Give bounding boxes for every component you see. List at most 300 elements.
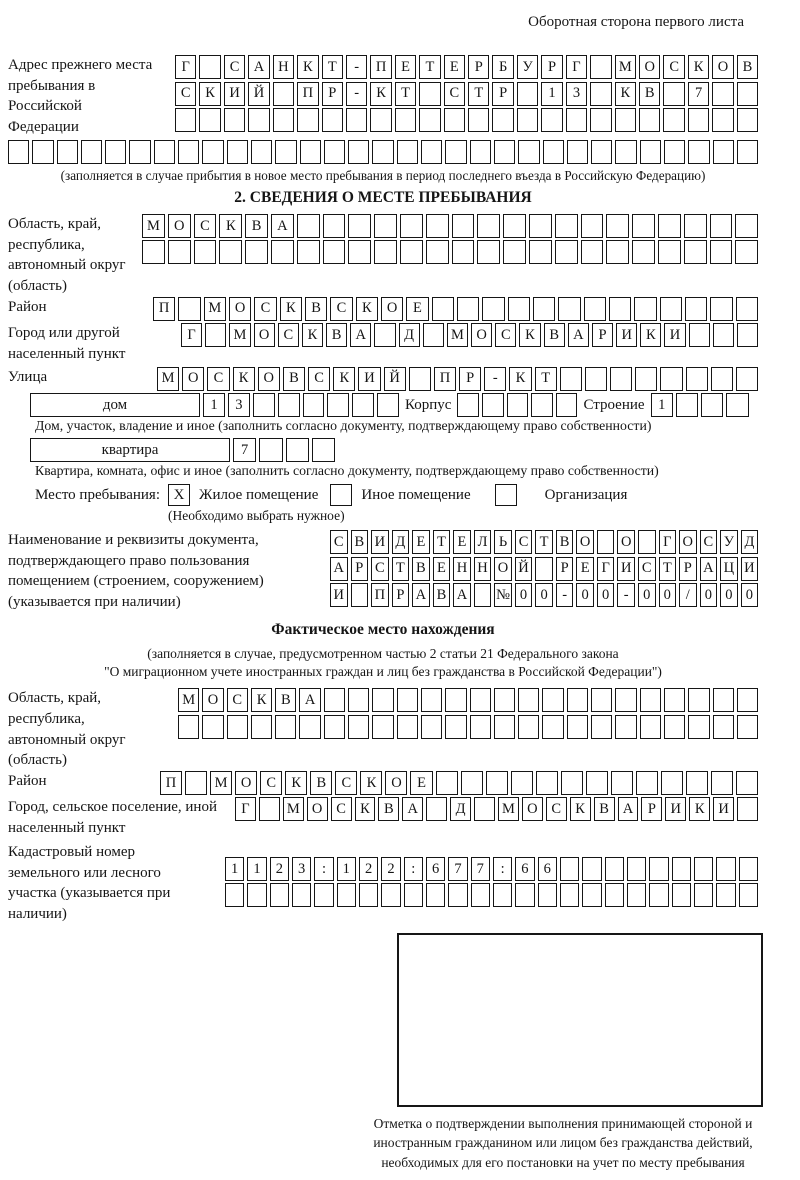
char-box[interactable]: А [618,797,639,821]
char-box[interactable] [423,323,444,347]
char-box[interactable]: О [202,688,223,712]
char-box[interactable]: А [402,797,423,821]
char-box[interactable] [297,240,320,264]
char-box[interactable] [105,140,126,164]
char-box[interactable]: И [664,323,685,347]
char-box[interactable] [474,797,495,821]
char-box[interactable] [202,715,223,739]
char-box[interactable] [538,883,557,907]
char-box[interactable] [370,108,391,132]
char-box[interactable] [507,393,529,417]
char-box[interactable] [432,297,454,321]
char-box[interactable] [711,771,733,795]
char-box[interactable] [404,883,423,907]
char-box[interactable] [324,140,345,164]
char-box[interactable] [426,214,449,238]
char-box[interactable] [658,240,681,264]
char-box[interactable] [606,214,629,238]
char-box[interactable]: Т [468,82,489,106]
char-box[interactable]: Т [419,55,440,79]
char-box[interactable] [494,715,515,739]
char-box[interactable]: - [346,55,367,79]
char-box[interactable]: П [297,82,318,106]
char-box[interactable] [615,140,636,164]
char-box[interactable] [582,883,601,907]
char-box[interactable] [286,438,309,462]
char-box[interactable] [737,108,758,132]
char-box[interactable] [640,688,661,712]
char-box[interactable]: - [484,367,506,391]
char-box[interactable]: Е [444,55,465,79]
char-box[interactable] [737,323,758,347]
char-box[interactable]: Е [576,557,594,581]
char-box[interactable] [445,688,466,712]
char-box[interactable]: Л [474,530,492,554]
char-box[interactable] [638,530,656,554]
char-box[interactable] [297,214,320,238]
char-box[interactable] [713,715,734,739]
char-box[interactable] [640,140,661,164]
char-box[interactable]: К [199,82,220,106]
char-box[interactable] [511,771,533,795]
char-box[interactable]: С [331,797,352,821]
char-box[interactable]: К [356,297,378,321]
char-box[interactable] [8,140,29,164]
char-box[interactable] [253,393,275,417]
char-box[interactable]: Т [392,557,410,581]
char-box[interactable]: - [617,583,635,607]
char-box[interactable]: : [314,857,333,881]
char-box[interactable]: Т [433,530,451,554]
char-box[interactable] [567,140,588,164]
char-box[interactable] [142,240,165,264]
char-box[interactable] [352,393,374,417]
char-box[interactable] [178,140,199,164]
char-box[interactable] [737,797,758,821]
char-box[interactable]: С [330,297,352,321]
char-box[interactable] [542,688,563,712]
char-box[interactable]: К [360,771,382,795]
char-box[interactable]: С [260,771,282,795]
char-box[interactable] [518,140,539,164]
char-box[interactable]: О [258,367,280,391]
char-box[interactable] [736,771,758,795]
char-box[interactable]: С [278,323,299,347]
char-box[interactable]: Е [433,557,451,581]
char-box[interactable]: С [175,82,196,106]
char-box[interactable]: Р [351,557,369,581]
char-box[interactable] [660,367,682,391]
char-box[interactable] [686,771,708,795]
char-box[interactable]: Д [450,797,471,821]
char-box[interactable] [199,108,220,132]
char-box[interactable] [688,140,709,164]
char-box[interactable] [672,883,691,907]
char-box[interactable] [292,883,311,907]
char-box[interactable]: О [168,214,191,238]
char-box[interactable]: В [326,323,347,347]
char-box[interactable]: И [616,323,637,347]
char-box[interactable] [205,323,226,347]
char-box[interactable]: О [576,530,594,554]
char-box[interactable] [154,140,175,164]
char-box[interactable] [421,715,442,739]
char-box[interactable]: Т [535,530,553,554]
char-box[interactable] [444,108,465,132]
char-box[interactable] [660,297,682,321]
char-box[interactable]: В [412,557,430,581]
char-box[interactable]: А [350,323,371,347]
char-box[interactable] [351,583,369,607]
char-box[interactable] [178,297,200,321]
char-box[interactable]: Ц [720,557,738,581]
char-box[interactable]: 1 [337,857,356,881]
char-box[interactable]: 1 [651,393,673,417]
char-box[interactable] [542,715,563,739]
char-box[interactable] [199,55,220,79]
char-box[interactable] [168,240,191,264]
char-box[interactable]: О [229,297,251,321]
char-box[interactable] [397,715,418,739]
char-box[interactable] [632,240,655,264]
char-box[interactable] [555,214,578,238]
char-box[interactable]: Б [492,55,513,79]
char-box[interactable]: А [700,557,718,581]
char-box[interactable] [736,297,758,321]
char-box[interactable] [663,82,684,106]
char-box[interactable] [273,108,294,132]
char-box[interactable] [664,688,685,712]
char-box[interactable] [649,883,668,907]
char-box[interactable]: К [233,367,255,391]
char-box[interactable] [299,715,320,739]
char-box[interactable] [225,883,244,907]
char-box[interactable] [639,108,660,132]
char-box[interactable] [560,367,582,391]
char-box[interactable]: Н [474,557,492,581]
char-box[interactable] [529,240,552,264]
char-box[interactable] [541,108,562,132]
char-box[interactable] [567,688,588,712]
char-box[interactable]: О [471,323,492,347]
char-box[interactable] [590,108,611,132]
char-box[interactable]: Д [392,530,410,554]
char-box[interactable] [536,771,558,795]
char-box[interactable] [508,297,530,321]
char-box[interactable]: С [207,367,229,391]
char-box[interactable] [543,140,564,164]
char-box[interactable]: Г [659,530,677,554]
char-box[interactable]: И [371,530,389,554]
char-box[interactable] [482,393,504,417]
char-box[interactable]: Й [248,82,269,106]
char-box[interactable] [372,715,393,739]
char-box[interactable]: М [157,367,179,391]
char-box[interactable] [649,857,668,881]
char-box[interactable] [632,214,655,238]
char-box[interactable] [518,715,539,739]
char-box[interactable]: 1 [203,393,225,417]
char-box[interactable]: В [544,323,565,347]
char-box[interactable]: 2 [359,857,378,881]
char-box[interactable] [716,857,735,881]
char-box[interactable] [81,140,102,164]
char-box[interactable] [409,367,431,391]
char-box[interactable] [685,297,707,321]
char-box[interactable]: : [404,857,423,881]
char-box[interactable]: К [333,367,355,391]
char-box[interactable] [421,140,442,164]
char-box[interactable]: О [522,797,543,821]
char-box[interactable] [278,393,300,417]
char-box[interactable] [689,323,710,347]
char-box[interactable] [711,367,733,391]
char-box[interactable] [421,688,442,712]
checkbox-organization[interactable] [495,484,517,506]
char-box[interactable] [688,108,709,132]
char-box[interactable]: Т [659,557,677,581]
char-box[interactable] [636,771,658,795]
char-box[interactable] [251,715,272,739]
char-box[interactable] [248,108,269,132]
char-box[interactable] [436,771,458,795]
checkbox-other-premises[interactable] [330,484,352,506]
char-box[interactable]: П [371,583,389,607]
char-box[interactable] [271,240,294,264]
char-box[interactable] [555,240,578,264]
char-box[interactable]: К [355,797,376,821]
char-box[interactable]: 7 [233,438,256,462]
char-box[interactable] [582,857,601,881]
char-box[interactable]: С [335,771,357,795]
char-box[interactable] [470,140,491,164]
char-box[interactable]: И [665,797,686,821]
char-box[interactable] [57,140,78,164]
char-box[interactable] [615,108,636,132]
char-box[interactable]: 0 [700,583,718,607]
char-box[interactable]: С [330,530,348,554]
char-box[interactable]: М [210,771,232,795]
char-box[interactable]: В [594,797,615,821]
char-box[interactable] [605,883,624,907]
char-box[interactable]: Р [592,323,613,347]
char-box[interactable]: М [178,688,199,712]
char-box[interactable]: Р [459,367,481,391]
char-box[interactable] [468,108,489,132]
char-box[interactable]: С [254,297,276,321]
char-box[interactable] [640,715,661,739]
char-box[interactable]: Д [741,530,759,554]
char-box[interactable]: В [433,583,451,607]
char-box[interactable]: Р [468,55,489,79]
char-box[interactable]: В [283,367,305,391]
char-box[interactable]: О [235,771,257,795]
char-box[interactable] [419,108,440,132]
char-box[interactable]: К [285,771,307,795]
char-box[interactable]: 1 [247,857,266,881]
char-box[interactable] [658,214,681,238]
char-box[interactable] [372,140,393,164]
char-box[interactable]: Д [399,323,420,347]
char-box[interactable] [560,857,579,881]
char-box[interactable]: В [556,530,574,554]
char-box[interactable]: М [498,797,519,821]
char-box[interactable]: К [509,367,531,391]
char-box[interactable] [470,715,491,739]
char-box[interactable] [474,583,492,607]
char-box[interactable]: М [615,55,636,79]
char-box[interactable] [270,883,289,907]
char-box[interactable] [297,108,318,132]
char-box[interactable]: 0 [638,583,656,607]
char-box[interactable] [591,688,612,712]
char-box[interactable] [323,214,346,238]
char-box[interactable]: К [519,323,540,347]
char-box[interactable] [457,297,479,321]
char-box[interactable]: 3 [228,393,250,417]
char-box[interactable] [606,240,629,264]
char-box[interactable] [452,214,475,238]
char-box[interactable] [251,140,272,164]
char-box[interactable] [471,883,490,907]
char-box[interactable] [482,297,504,321]
char-box[interactable] [372,688,393,712]
char-box[interactable]: И [741,557,759,581]
char-box[interactable] [688,715,709,739]
char-box[interactable] [312,438,335,462]
char-box[interactable] [426,883,445,907]
char-box[interactable]: С [638,557,656,581]
char-box[interactable] [518,688,539,712]
char-box[interactable]: К [280,297,302,321]
char-box[interactable]: И [713,797,734,821]
char-box[interactable]: О [494,557,512,581]
char-box[interactable]: С [224,55,245,79]
char-box[interactable]: 0 [720,583,738,607]
char-box[interactable] [374,240,397,264]
char-box[interactable]: И [617,557,635,581]
char-box[interactable]: В [305,297,327,321]
char-box[interactable]: К [370,82,391,106]
checkbox-residential[interactable]: X [168,484,190,506]
char-box[interactable] [672,857,691,881]
char-box[interactable] [586,771,608,795]
char-box[interactable] [348,715,369,739]
char-box[interactable]: 0 [535,583,553,607]
char-box[interactable] [713,140,734,164]
char-box[interactable]: Р [641,797,662,821]
char-box[interactable] [494,688,515,712]
char-box[interactable] [395,108,416,132]
char-box[interactable] [663,108,684,132]
char-box[interactable] [556,393,578,417]
char-box[interactable] [300,140,321,164]
char-box[interactable]: А [568,323,589,347]
char-box[interactable] [605,857,624,881]
char-box[interactable] [303,393,325,417]
char-box[interactable] [224,108,245,132]
char-box[interactable]: С [444,82,465,106]
char-box[interactable] [477,214,500,238]
char-box[interactable]: Н [273,55,294,79]
char-box[interactable]: П [160,771,182,795]
char-box[interactable]: В [245,214,268,238]
char-box[interactable]: 6 [426,857,445,881]
char-box[interactable]: Р [492,82,513,106]
char-box[interactable]: С [495,323,516,347]
char-box[interactable] [611,771,633,795]
char-box[interactable] [701,393,723,417]
char-box[interactable] [558,297,580,321]
char-box[interactable]: 1 [541,82,562,106]
char-box[interactable]: Н [453,557,471,581]
char-box[interactable] [129,140,150,164]
house-type-box[interactable]: дом [30,393,200,417]
char-box[interactable]: С [371,557,389,581]
char-box[interactable]: Й [384,367,406,391]
apartment-type-box[interactable]: квартира [30,438,230,462]
char-box[interactable]: О [254,323,275,347]
char-box[interactable]: О [307,797,328,821]
char-box[interactable]: - [556,583,574,607]
char-box[interactable]: В [737,55,758,79]
char-box[interactable]: С [663,55,684,79]
char-box[interactable]: С [227,688,248,712]
char-box[interactable]: К [640,323,661,347]
char-box[interactable] [517,82,538,106]
char-box[interactable]: Г [566,55,587,79]
char-box[interactable] [567,715,588,739]
char-box[interactable]: С [194,214,217,238]
char-box[interactable]: 0 [597,583,615,607]
char-box[interactable]: 6 [515,857,534,881]
char-box[interactable]: К [615,82,636,106]
char-box[interactable] [635,367,657,391]
char-box[interactable]: 3 [292,857,311,881]
char-box[interactable] [426,797,447,821]
char-box[interactable]: 2 [270,857,289,881]
char-box[interactable]: Р [541,55,562,79]
char-box[interactable] [419,82,440,106]
char-box[interactable]: С [308,367,330,391]
char-box[interactable] [535,557,553,581]
char-box[interactable]: К [689,797,710,821]
char-box[interactable]: М [204,297,226,321]
char-box[interactable]: А [299,688,320,712]
char-box[interactable] [664,715,685,739]
char-box[interactable] [716,883,735,907]
char-box[interactable]: Й [515,557,533,581]
char-box[interactable]: И [224,82,245,106]
char-box[interactable] [710,214,733,238]
char-box[interactable] [581,214,604,238]
char-box[interactable]: 7 [448,857,467,881]
char-box[interactable] [219,240,242,264]
char-box[interactable]: У [720,530,738,554]
char-box[interactable] [566,108,587,132]
char-box[interactable] [324,688,345,712]
char-box[interactable] [713,688,734,712]
char-box[interactable] [400,214,423,238]
char-box[interactable]: О [679,530,697,554]
char-box[interactable]: О [381,297,403,321]
char-box[interactable] [737,82,758,106]
char-box[interactable]: Е [412,530,430,554]
char-box[interactable]: К [297,55,318,79]
char-box[interactable] [314,883,333,907]
char-box[interactable] [634,297,656,321]
char-box[interactable] [323,240,346,264]
